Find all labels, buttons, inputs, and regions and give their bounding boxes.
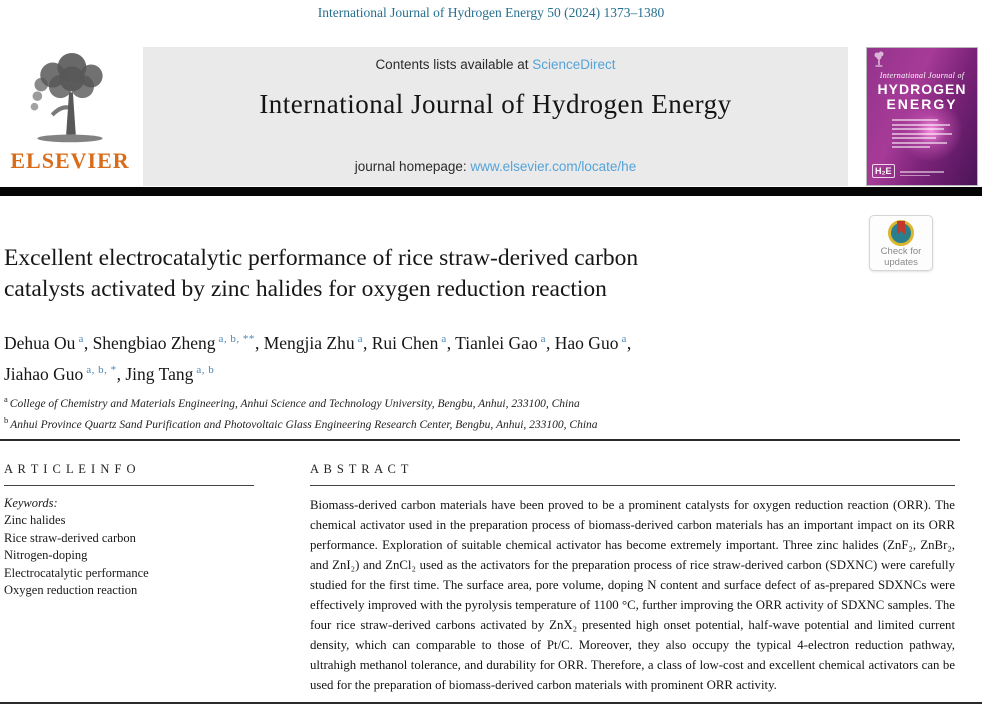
author-affil-sup: a, b, * xyxy=(86,363,117,376)
elsevier-tree-icon xyxy=(4,50,136,150)
keyword: Zinc halides xyxy=(4,513,66,527)
page-bottom-rule xyxy=(0,702,982,704)
author: Dehua Ou $^a$, xyxy=(4,332,93,353)
check-for-updates-label: Check for updates xyxy=(880,246,922,268)
abstract-section xyxy=(310,462,955,695)
affiliations xyxy=(4,391,884,433)
author: Tianlei Gao $^a$, xyxy=(455,332,555,353)
article-title xyxy=(4,243,864,305)
sciencedirect-link[interactable]: ScienceDirect xyxy=(532,57,616,72)
keyword: Nitrogen-doping xyxy=(4,548,88,562)
contents-line-text: Contents lists available at xyxy=(375,57,533,72)
elsevier-wordmark: ELSEVIER xyxy=(10,148,130,173)
affiliation: $^a$ College of Chemistry and Materials Engineering, Anhui Science and Technology University, Bengbu, Anhui, 233100, China xyxy=(4,394,580,410)
article-info-rule xyxy=(4,485,254,486)
article-info-section xyxy=(4,462,254,600)
cover-elsevier-mark-icon xyxy=(872,51,886,69)
cover-he-logo: H₂E xyxy=(872,164,895,178)
cover-editor-lines xyxy=(892,119,962,148)
keywords-label: Keywords: xyxy=(4,496,58,510)
author: Mengjia Zhu $^a$, xyxy=(263,332,372,353)
author: Rui Chen $^a$, xyxy=(371,332,456,353)
homepage-url-link[interactable]: www.elsevier.com/locate/he xyxy=(470,159,637,174)
author: Jiahao Guo $^{a, b, *}$, xyxy=(4,363,126,384)
author-affil-sup: a, b, ** xyxy=(218,333,255,345)
author-affil-sup: a, b xyxy=(196,363,215,376)
affiliation: $^b$ Anhui Province Quartz Sand Purification and Photovoltaic Glass Engineering Research Center, Bengbu, Anhui, 233100, China xyxy=(4,414,598,431)
section-divider xyxy=(0,439,960,441)
abstract-heading: A B S T R A C T xyxy=(310,462,410,476)
keyword: Oxygen reduction reaction xyxy=(4,583,138,597)
author-list xyxy=(4,326,884,388)
cover-footer-lines xyxy=(900,171,948,176)
abstract-text: Biomass-derived carbon materials have been proved to be a prominent catalysts for oxygen reduction reaction (ORR). The chemical activator used in the preparation process of biomass-derived carbon materials has an important impact on its ORR performance. Exploration of suitable chemical activator has become extremely important. Three zinc halides (ZnF₂, ZnBr₂, and ZnI₂) and ZnCl₂ used as the activators for the preparation process of rice straw-derived carbon (SDXNC) were carefully studied for the first time. The surface area, pore volume, doping N content and surface defect of as-prepared SDXNCs were effectively improved with the pyrolysis temperature of 1100 °C, further improving the ORR activity of SDXNC samples. The four rice straw-derived carbons activated by ZnX₂ presented high onset potential, half-wave potential and limited current density, which can comparable to those of Pt/C. Moreover, they also occupy the typical 4-electron reduction pathway, ultrahigh methanol tolerance, and durability for ORR. Therefore, a class of low-cost and excellent chemical activators can be used for the preparation of biomass-derived carbon materials with prominent ORR activity. xyxy=(310,498,955,692)
cover-title-energy: ENERGY xyxy=(886,96,958,112)
homepage-line xyxy=(143,159,848,174)
author-affil-sup: a xyxy=(540,333,547,345)
journal-cover-thumbnail[interactable] xyxy=(866,47,978,186)
abstract-rule xyxy=(310,485,955,486)
keyword: Electrocatalytic performance xyxy=(4,565,149,580)
author: Hao Guo $^a$, xyxy=(554,332,632,353)
author-affil-sup: a xyxy=(78,333,84,345)
author-affil-sup: a xyxy=(621,333,627,345)
journal-header-banner xyxy=(143,47,848,186)
crossmark-icon xyxy=(888,220,914,246)
elsevier-logo xyxy=(4,50,136,186)
journal-citation: International Journal of Hydrogen Energy 50 (2024) 1373–1380 xyxy=(317,5,665,20)
check-for-updates-badge[interactable] xyxy=(869,215,933,271)
author: Jing Tang $^{a, b}$ xyxy=(125,363,215,384)
cover-journal-of: International Journal of xyxy=(879,71,965,80)
author-affil-sup: a xyxy=(441,333,447,345)
article-title-line1: Excellent electrocatalytic performance of rice straw-derived carbon xyxy=(4,245,639,271)
contents-line xyxy=(143,57,848,72)
cover-title-hydrogen: HYDROGEN xyxy=(877,81,967,97)
keyword: Rice straw-derived carbon xyxy=(4,530,136,545)
author: Shengbiao Zheng $^{a, b, **}$, xyxy=(92,332,264,353)
header-divider-bar xyxy=(0,187,982,196)
journal-title: International Journal of Hydrogen Energy xyxy=(259,89,732,119)
article-title-line2: catalysts activated by zinc halides for oxygen reduction reaction xyxy=(4,276,607,302)
article-info-heading: A R T I C L E I N F O xyxy=(4,462,137,476)
homepage-label: journal homepage: xyxy=(354,159,471,174)
author-affil-sup: a xyxy=(357,333,363,345)
